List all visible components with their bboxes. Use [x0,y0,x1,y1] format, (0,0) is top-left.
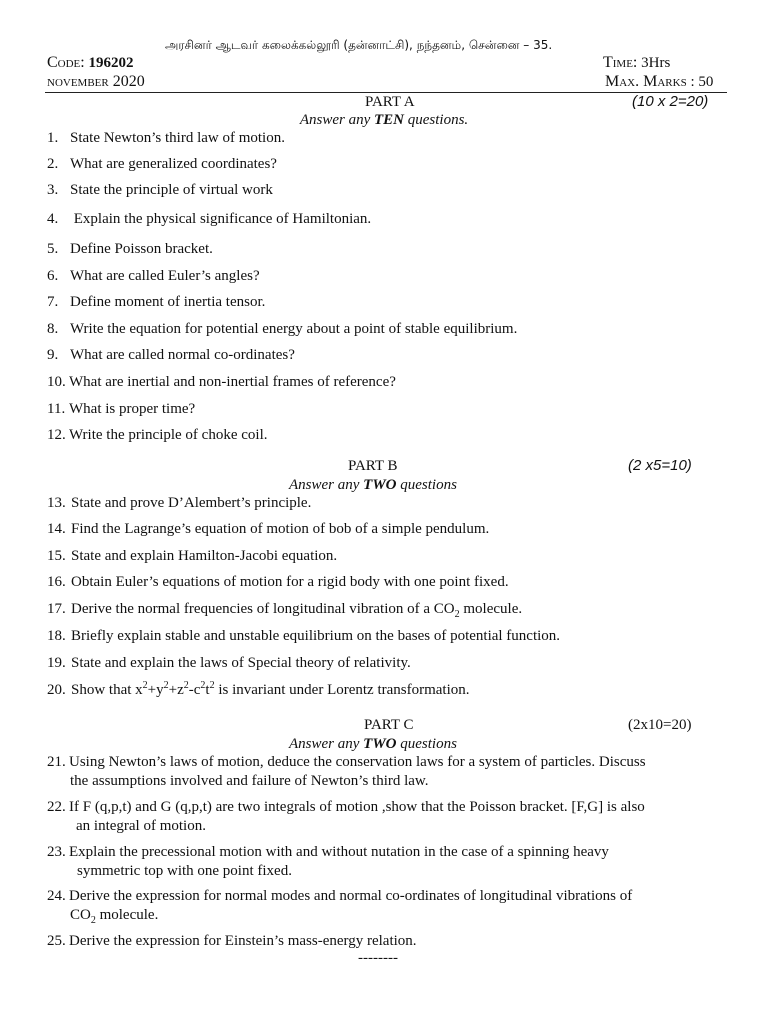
question-text: State the principle of virtual work [70,182,273,198]
instruction-text: Answer any [289,477,364,493]
question-number: 21. [47,754,66,770]
question-item [47,240,213,258]
question-item [47,932,417,950]
question-number: 16. [47,574,66,590]
question-number: 22. [47,799,66,815]
question-number: 23. [47,844,66,860]
question-item [47,426,268,444]
subscript: 2 [454,609,460,620]
question-text-continued: the assumptions involved and failure of Newton’s third law. [70,773,429,789]
question-text: Derive the expression for normal modes and normal co-ordinates of longitudinal vibrations of [69,888,633,904]
question-item [47,843,609,861]
question-item [47,181,273,199]
question-text-continued: symmetric top with one point fixed. [77,863,292,879]
instruction-emphasis: TEN [374,112,404,128]
instruction-emphasis: TWO [363,736,397,752]
question-text: Find the Lagrange’s equation of motion of bob of a simple pendulum. [71,521,490,537]
question-item [47,547,337,565]
question-text: Write the equation for potential energy about a point of stable equilibrium. [70,321,518,337]
question-number: 13. [47,495,66,511]
question-text: Using Newton’s laws of motion, deduce the conservation laws for a system of particles. Discuss [69,754,646,770]
question-number: 25. [47,933,66,949]
question-number: 10. [47,374,66,390]
question-text: Explain the physical significance of Hamiltonian. [70,211,372,227]
instruction-text: questions [396,477,457,493]
exam-code [47,54,133,72]
question-item [47,346,295,364]
exam-time [603,54,670,72]
max-marks [605,73,713,91]
part-a-title: PART A [365,94,415,110]
question-text-continued: an integral of motion. [76,818,206,834]
question-text: Show that $x^2+y^2+z^2-c^2t^2$ is invariant under Lorentz transformation. [71,680,470,698]
question-number: 20. [47,682,66,698]
instruction-text: Answer any [289,736,364,752]
question-number: 9. [47,347,59,363]
question-text: State and explain the laws of Special theory of relativity. [71,655,411,671]
question-text: State and prove D’Alembert’s principle. [71,495,312,511]
part-a-marks: (10 x 2=20) [632,93,709,110]
question-text: What are inertial and non-inertial frames of reference? [69,374,396,390]
question-number: 15. [47,548,66,564]
part-b-marks: (2 x5=10) [628,457,692,474]
question-text: State Newton’s third law of motion. [70,130,285,146]
part-c-marks: (2x10=20) [628,717,692,733]
question-item [47,654,411,672]
part-a-instruction [0,111,768,129]
college-name: அரசினர் ஆடவர் கலைக்கல்லூரி (தன்னாட்சி), நந்தனம், சென்னை – 35. [165,38,553,52]
question-item [47,155,277,173]
part-c-title: PART C [364,717,414,733]
question-item [47,293,265,311]
question-number: 18. [47,628,66,644]
question-number: 5. [47,241,59,257]
question-text: What are called normal co-ordinates? [70,347,295,363]
question-number: 17. [47,601,66,617]
question-item [47,320,517,338]
instruction-text: questions. [404,112,469,128]
question-item [47,681,470,699]
question-text: Define moment of inertia tensor. [70,294,266,310]
question-number: 2. [47,156,59,172]
question-item [47,520,489,538]
part-b-instruction [289,476,457,494]
question-number: 24. [47,888,66,904]
question-item [47,267,260,285]
subscript: 2 [90,915,96,926]
question-number: 11. [47,401,66,417]
exam-session: november 2020 [47,73,145,90]
code-value: 196202 [88,55,134,71]
instruction-text: questions [396,736,457,752]
question-text: Derive the expression for Einstein’s mass-energy relation. [69,933,417,949]
question-item [47,627,560,645]
question-number: 4. [47,211,59,227]
question-text: What is proper time? [69,401,196,417]
superscript: 2 [163,680,169,691]
question-item [47,400,195,418]
superscript: 2 [142,680,148,691]
question-item [47,210,371,228]
question-number: 1. [47,130,59,146]
question-text: State and explain Hamilton-Jacobi equation. [71,548,338,564]
superscript: 2 [183,680,189,691]
question-item [47,887,632,905]
question-number: 14. [47,521,66,537]
question-text: Derive the normal frequencies of longitudinal vibration of a $CO_2$ molecule. [71,601,523,620]
question-text: Explain the precessional motion with and without nutation in the case of a spinning heavy [69,844,609,860]
question-text: If F (q,p,t) and G (q,p,t) are two integrals of motion ,show that the Poisson bracket. [F,G] is also [69,799,645,815]
marks-value: : 50 [690,74,714,90]
marks-label: Max. Marks [605,73,687,90]
question-number: 3. [47,182,59,198]
part-c-instruction [289,735,457,753]
question-text: Briefly explain stable and unstable equilibrium on the bases of potential function. [71,628,561,644]
superscript: 2 [209,680,215,691]
superscript: 2 [200,680,206,691]
instruction-text: Answer any [299,112,374,128]
instruction-emphasis: TWO [363,477,397,493]
question-item [47,373,396,391]
part-b-title: PART B [348,458,398,474]
question-text: Write the principle of choke coil. [69,427,268,443]
code-label: Code: [47,54,85,71]
question-item [47,494,311,512]
question-item [47,129,285,147]
question-text-continued: $CO_2$ molecule. [70,907,159,926]
question-text: What are generalized coordinates? [70,156,277,172]
question-number: 12. [47,427,66,443]
question-number: 8. [47,321,59,337]
question-item [47,600,522,618]
question-number: 19. [47,655,66,671]
time-label: Time: [603,54,638,71]
time-value: 3Hrs [641,55,671,71]
question-item [47,573,509,591]
question-number: 7. [47,294,59,310]
question-text: Obtain Euler’s equations of motion for a rigid body with one point fixed. [71,574,509,590]
question-text: Define Poisson bracket. [70,241,213,257]
question-item [47,798,645,816]
end-marker: -------- [358,950,398,966]
question-text: What are called Euler’s angles? [70,268,260,284]
question-item [47,753,646,771]
question-number: 6. [47,268,59,284]
